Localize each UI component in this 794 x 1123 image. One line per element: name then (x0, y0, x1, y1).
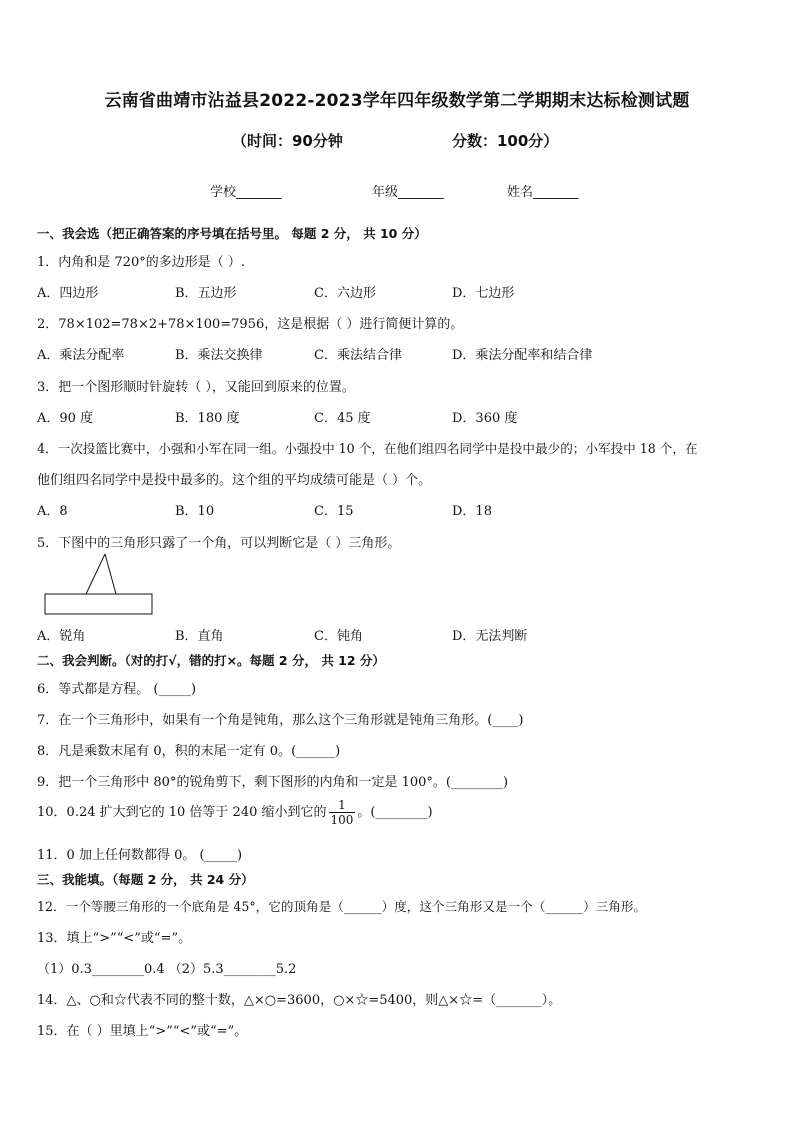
option-c: C．乘法结合律 (314, 348, 402, 363)
fraction (329, 798, 356, 827)
option-d: D．18 (452, 504, 492, 519)
fill-item: （1）0.3________0.4 （2）5.3________5.2 (37, 962, 297, 977)
judge-item: 8．凡是乘数末尾有 0，积的末尾一定有 0。(______) (37, 744, 341, 759)
option-a: A．8 (37, 504, 68, 519)
option-d: D．360 度 (452, 411, 518, 426)
option-b: B．10 (175, 504, 215, 519)
exam-score: 分数：100分） (452, 132, 559, 150)
judge-item-10-text: 10．0.24 扩大到它的 10 倍等于 240 缩小到它的 (37, 805, 327, 820)
question-stem: 3．把一个图形顺时针旋转（ ），又能回到原来的位置。 (37, 380, 355, 395)
option-a: A．乘法分配率 (37, 348, 125, 363)
option-a: A．90 度 (37, 411, 94, 426)
question-stem-continued: 他们组四名同学中是投中最多的。这个组的平均成绩可能是（ ）个。 (37, 473, 432, 488)
name-field: 姓名_______ (507, 185, 579, 200)
option-c: C．六边形 (314, 286, 376, 301)
option-c: C．45 度 (314, 411, 371, 426)
section-heading: 三、我能填。（每题 2 分， 共 24 分） (37, 872, 254, 887)
fraction-numerator: 1 (329, 798, 356, 813)
fill-item: 15．在（ ）里填上“>”“<”或“=”。 (37, 1024, 248, 1039)
judge-item-10 (37, 798, 433, 827)
fill-item: 13．填上“>”“<”或“=”。 (37, 931, 192, 946)
fill-item: 12．一个等腰三角形的一个底角是 45°，它的顶角是（______）度，这个三角形又是一个（______）三角形。 (37, 899, 647, 914)
grade-field: 年级_______ (372, 185, 444, 200)
cover-rectangle (45, 594, 152, 614)
question-stem: 4．一次投篮比赛中，小强和小军在同一组。小强投中 10 个，在他们组四名同学中是投中最少的；小军投中 18 个，在 (37, 441, 698, 456)
school-field: 学校_______ (210, 185, 282, 200)
option-d: D．乘法分配率和结合律 (452, 348, 593, 363)
option-a: A．四边形 (37, 286, 99, 301)
section-heading: 一、我会选（把正确答案的序号填在括号里。 每题 2 分， 共 10 分） (37, 226, 427, 241)
option-b: B．乘法交换律 (175, 348, 263, 363)
question-stem: 1．内角和是 720°的多边形是（ ）. (37, 255, 245, 270)
question-stem: 2．78×102=78×2+78×100=7956，这是根据（ ）进行简便计算的。 (37, 317, 464, 332)
page-title: 云南省曲靖市沾益县2022-2023学年四年级数学第二学期期末达标检测试题 (104, 91, 690, 111)
option-d: D．无法判断 (452, 629, 528, 644)
option-d: D．七边形 (452, 286, 515, 301)
judge-item: 7．在一个三角形中，如果有一个角是钝角，那么这个三角形就是钝角三角形。(____) (37, 713, 524, 728)
fraction-denominator: 100 (330, 813, 354, 827)
exam-time: （时间：90分钟 (232, 132, 343, 150)
triangle-left-side (86, 554, 105, 594)
judge-item-10-tail: 。(________) (357, 805, 433, 820)
option-c: C．15 (314, 504, 354, 519)
option-b: B．五边形 (175, 286, 237, 301)
question-stem: 5．下图中的三角形只露了一个角，可以判断它是（ ）三角形。 (37, 536, 401, 551)
judge-item: 11．0 加上任何数都得 0。 (_____) (37, 848, 243, 863)
fill-item: 14．△、○和☆代表不同的整十数，△×○=3600，○×☆=5400，则△×☆=（_______）。 (37, 993, 562, 1008)
triangle-right-side (105, 554, 116, 594)
option-b: B．直角 (175, 629, 224, 644)
option-b: B．180 度 (175, 411, 240, 426)
judge-item: 6．等式都是方程。 (_____) (37, 682, 197, 697)
option-c: C．钝角 (314, 629, 363, 644)
judge-item: 9．把一个三角形中 80°的锐角剪下，剩下图形的内角和一定是 100°。(________) (37, 775, 509, 790)
exam-meta (232, 130, 559, 151)
section-heading: 二、我会判断。（对的打√，错的打×。每题 2 分， 共 12 分） (37, 653, 385, 668)
hidden-triangle-figure (44, 552, 156, 618)
option-a: A．锐角 (37, 629, 86, 644)
